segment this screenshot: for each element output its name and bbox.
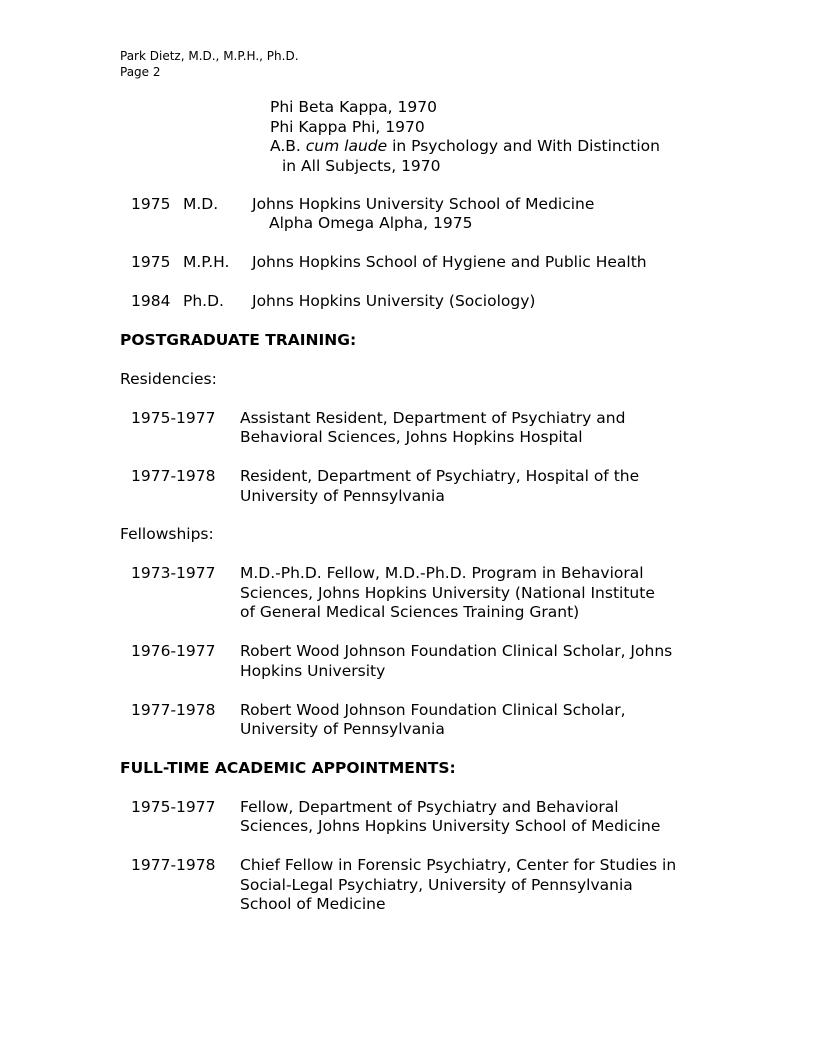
entry-text: Assistant Resident, Department of Psychiatry and bbox=[240, 409, 626, 427]
honor-ab-suffix: in Psychology and With Distinction bbox=[392, 137, 660, 155]
degree-school: Johns Hopkins University School of Medicine bbox=[252, 195, 595, 213]
entry-text: University of Pennsylvania bbox=[240, 720, 445, 738]
degree-school: Johns Hopkins School of Hygiene and Public Health bbox=[252, 253, 647, 271]
running-header bbox=[120, 48, 299, 80]
entry-text: Chief Fellow in Forensic Psychiatry, Center for Studies in bbox=[240, 856, 677, 874]
entry-text: Social-Legal Psychiatry, University of Pennsylvania bbox=[240, 876, 633, 894]
entry-text: Sciences, Johns Hopkins University School of Medicine bbox=[240, 817, 661, 835]
degree-year: 1984 bbox=[131, 292, 171, 310]
honor-ab-italic: cum laude bbox=[305, 137, 388, 155]
entry-text: Robert Wood Johnson Foundation Clinical Scholar, bbox=[240, 701, 626, 719]
entry-years: 1975-1977 bbox=[131, 409, 216, 427]
degree-type: M.D. bbox=[183, 195, 219, 213]
entry-years: 1977-1978 bbox=[131, 467, 216, 485]
entry-text: Hopkins University bbox=[240, 662, 386, 680]
degree-note: Alpha Omega Alpha, 1975 bbox=[269, 214, 473, 232]
entry-text: Fellow, Department of Psychiatry and Behavioral bbox=[240, 798, 619, 816]
entry-text: Behavioral Sciences, Johns Hopkins Hospital bbox=[240, 428, 583, 446]
fellowships-label: Fellowships: bbox=[120, 525, 214, 543]
entry-years: 1973-1977 bbox=[131, 564, 216, 582]
degree-type: M.P.H. bbox=[183, 253, 230, 271]
header-name: Park Dietz, M.D., M.P.H., Ph.D. bbox=[120, 49, 299, 63]
entry-text: Resident, Department of Psychiatry, Hospital of the bbox=[240, 467, 640, 485]
entry-text: Sciences, Johns Hopkins University (National Institute bbox=[240, 584, 655, 602]
entry-text: School of Medicine bbox=[240, 895, 386, 913]
degree-year: 1975 bbox=[131, 195, 171, 213]
entry-text: University of Pennsylvania bbox=[240, 487, 445, 505]
honor-ab-prefix: A.B. bbox=[270, 137, 301, 155]
degree-school: Johns Hopkins University (Sociology) bbox=[252, 292, 536, 310]
honor-pbk: Phi Beta Kappa, 1970 bbox=[270, 98, 437, 116]
entry-years: 1975-1977 bbox=[131, 798, 216, 816]
degree-year: 1975 bbox=[131, 253, 171, 271]
honor-pkp: Phi Kappa Phi, 1970 bbox=[270, 118, 425, 136]
entry-text: of General Medical Sciences Training Grant) bbox=[240, 603, 580, 621]
section-heading-postgraduate: POSTGRADUATE TRAINING: bbox=[120, 331, 357, 349]
entry-text: Robert Wood Johnson Foundation Clinical Scholar, Johns bbox=[240, 642, 673, 660]
entry-text: M.D.-Ph.D. Fellow, M.D.-Ph.D. Program in Behavioral bbox=[240, 564, 644, 582]
entry-years: 1976-1977 bbox=[131, 642, 216, 660]
degree-type: Ph.D. bbox=[183, 292, 224, 310]
section-heading-academic: FULL-TIME ACADEMIC APPOINTMENTS: bbox=[120, 759, 456, 777]
header-page-number: Page 2 bbox=[120, 65, 161, 79]
honor-ab bbox=[270, 136, 660, 156]
honor-ab-continuation: in All Subjects, 1970 bbox=[282, 157, 441, 175]
residencies-label: Residencies: bbox=[120, 370, 217, 388]
entry-years: 1977-1978 bbox=[131, 701, 216, 719]
entry-years: 1977-1978 bbox=[131, 856, 216, 874]
